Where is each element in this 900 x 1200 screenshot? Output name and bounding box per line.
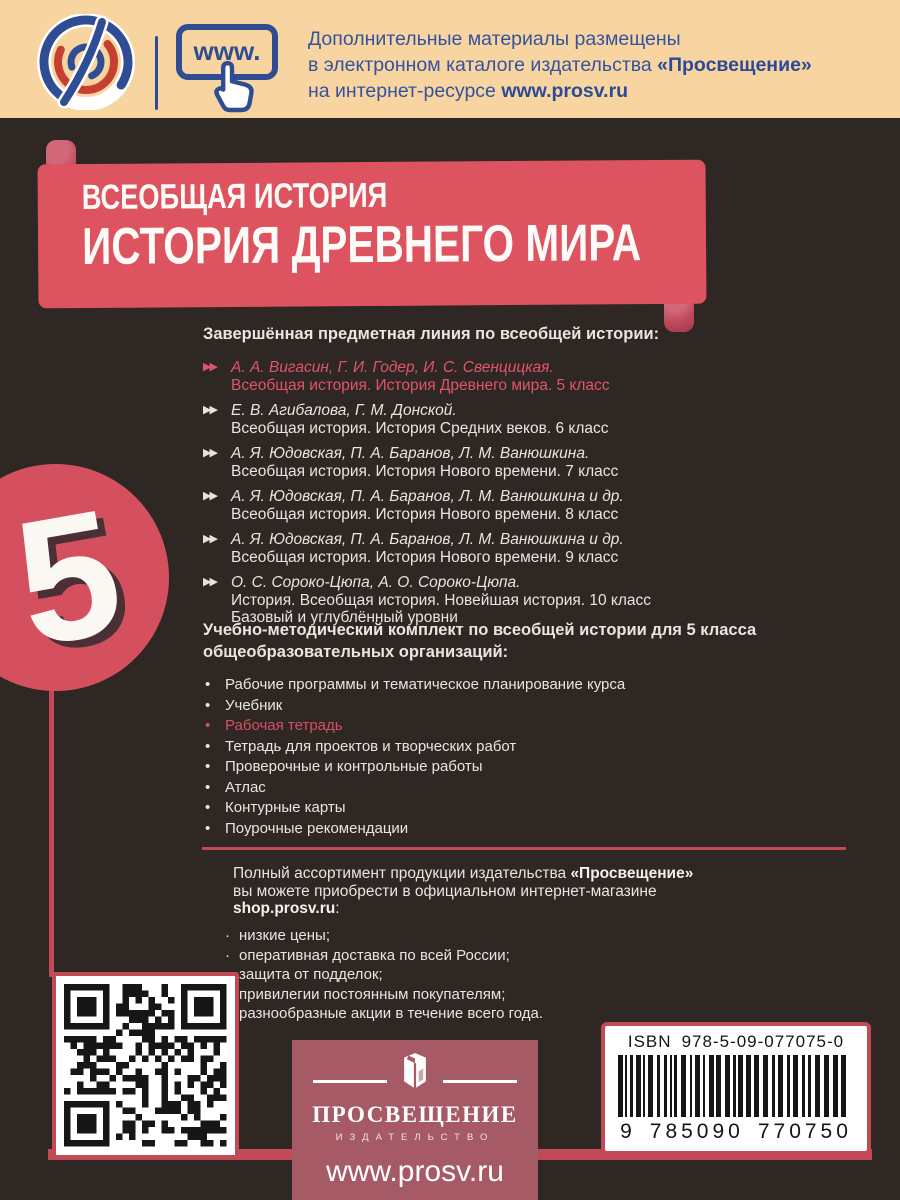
- series-title: ВСЕОБЩАЯ ИСТОРИЯ: [81, 175, 388, 218]
- list-item: • Рабочие программы и тематическое планирование курса: [203, 675, 863, 696]
- bullet-icon: •: [205, 737, 211, 755]
- double-chevron-icon: ▶▶: [203, 404, 216, 416]
- series-list: [203, 325, 853, 635]
- list-item: разнообразные акции в течение всего года.: [225, 1004, 845, 1024]
- www-browser-icon: [176, 22, 292, 114]
- bullet-icon: ·: [225, 927, 230, 944]
- title-ribbon: [38, 140, 706, 332]
- list-item: ▶▶ А. Я. Юдовская, П. А. Баранов, Л. М. Ванюшкина и др. Всеобщая история. История Нового времени. 8 класс: [203, 488, 624, 523]
- list-item: привилегии постоянным покупателям;: [225, 985, 845, 1005]
- list-item: • Рабочая тетрадь: [203, 716, 863, 737]
- shop-info: [233, 865, 853, 918]
- list-item: ▶▶ О. С. Сороко-Цюпа, А. О. Сороко-Цюпа. История. Всеобщая история. Новейшая история. 10 класс Базовый и углублённый уровни: [203, 574, 652, 626]
- series-heading: Завершённая предметная линия по всеобщей истории:: [203, 325, 660, 343]
- double-chevron-icon: ▶▶: [203, 576, 216, 588]
- banner-line2: в электронном каталоге издательства «Просвещение»: [308, 54, 812, 76]
- bullet-icon: •: [205, 819, 211, 837]
- barcode-bars: [616, 1055, 856, 1117]
- balloon-string: [49, 685, 54, 977]
- bullet-icon: •: [205, 676, 211, 693]
- list-item: • Контурные карты: [203, 798, 863, 819]
- top-banner: [0, 0, 900, 118]
- hand-cursor-icon: [212, 58, 260, 114]
- list-item: • Тетрадь для проектов и творческих работ: [203, 737, 863, 758]
- fgos-logo-icon: [30, 14, 142, 110]
- double-chevron-icon: ▶▶: [203, 361, 216, 373]
- bullet-icon: •: [205, 717, 211, 734]
- section-divider: [202, 847, 846, 850]
- bullet-icon: •: [205, 799, 211, 816]
- ribbon-body: [38, 160, 707, 309]
- list-item: · оперативная доставка по всей России;: [225, 946, 510, 964]
- double-chevron-icon: ▶▶: [203, 447, 216, 459]
- isbn-barcode: [601, 1022, 871, 1155]
- publisher-name: ПРОСВЕЩЕНИЕ: [312, 1102, 518, 1127]
- grade-number: 5: [2, 470, 135, 685]
- logo-line-right: [443, 1080, 517, 1083]
- publisher-book-icon: [395, 1049, 435, 1099]
- banner-text: [308, 26, 812, 104]
- list-item: защита от подделок;: [225, 965, 845, 985]
- list-item: ▶▶ А. Я. Юдовская, П. А. Баранов, Л. М. Ванюшкина. Всеобщая история. История Нового времени. 7 класс: [203, 445, 619, 480]
- double-chevron-icon: ▶▶: [203, 533, 216, 545]
- list-item: ▶▶ Е. В. Агибалова, Г. М. Донской. Всеобщая история. История Средних веков. 6 класс: [203, 402, 609, 437]
- barcode-digits: 9 785090 770750: [620, 1120, 852, 1143]
- umk-list: [203, 675, 863, 839]
- shop-line2: вы можете приобрести в официальном интернет-магазине: [233, 882, 657, 900]
- publisher-subtitle: ИЗДАТЕЛЬСТВО: [335, 1132, 495, 1143]
- list-item: ▶▶ А. Я. Юдовская, П. А. Баранов, Л. М. Ванюшкина и др. Всеобщая история. История Нового времени. 9 класс: [203, 531, 624, 566]
- publisher-panel: [292, 1040, 538, 1200]
- banner-line1: Дополнительные материалы размещены: [308, 28, 681, 50]
- isbn-text: ISBN 978-5-09-077075-0: [627, 1032, 845, 1051]
- bullet-icon: •: [205, 696, 211, 714]
- shop-line3: shop.prosv.ru:: [233, 900, 340, 917]
- bullet-icon: •: [205, 758, 211, 775]
- qr-code: [52, 972, 239, 1159]
- umk-section: [203, 619, 863, 839]
- logo-line-left: [313, 1080, 387, 1083]
- umk-heading: Учебно-методический комплект по всеобщей истории для 5 класса общеобразовательных организаций:: [203, 621, 757, 661]
- grade-badge: [0, 464, 169, 691]
- double-chevron-icon: ▶▶: [203, 490, 216, 502]
- list-item: • Учебник: [203, 696, 863, 717]
- list-item: ▶▶ А. А. Вигасин, Г. И. Годер, И. С. Свенцицкая. Всеобщая история. История Древнего мира. 5 класс: [203, 359, 610, 394]
- list-item: · низкие цены;: [225, 927, 330, 944]
- banner-divider: [155, 36, 158, 110]
- list-item: • Проверочные и контрольные работы: [203, 757, 863, 778]
- shop-benefits-list: [225, 926, 845, 1024]
- shop-line1: Полный ассортимент продукции издательства «Просвещение»: [233, 865, 694, 882]
- publisher-website: www.prosv.ru: [326, 1155, 504, 1188]
- banner-line3: на интернет-ресурсе www.prosv.ru: [308, 80, 629, 102]
- bullet-icon: •: [205, 778, 211, 796]
- bullet-icon: ·: [225, 946, 230, 964]
- www-icon-label: www.: [176, 24, 278, 80]
- book-title: ИСТОРИЯ ДРЕВНЕГО МИРА: [81, 214, 642, 277]
- list-item: • Атлас: [203, 778, 863, 799]
- list-item: • Поурочные рекомендации: [203, 819, 863, 840]
